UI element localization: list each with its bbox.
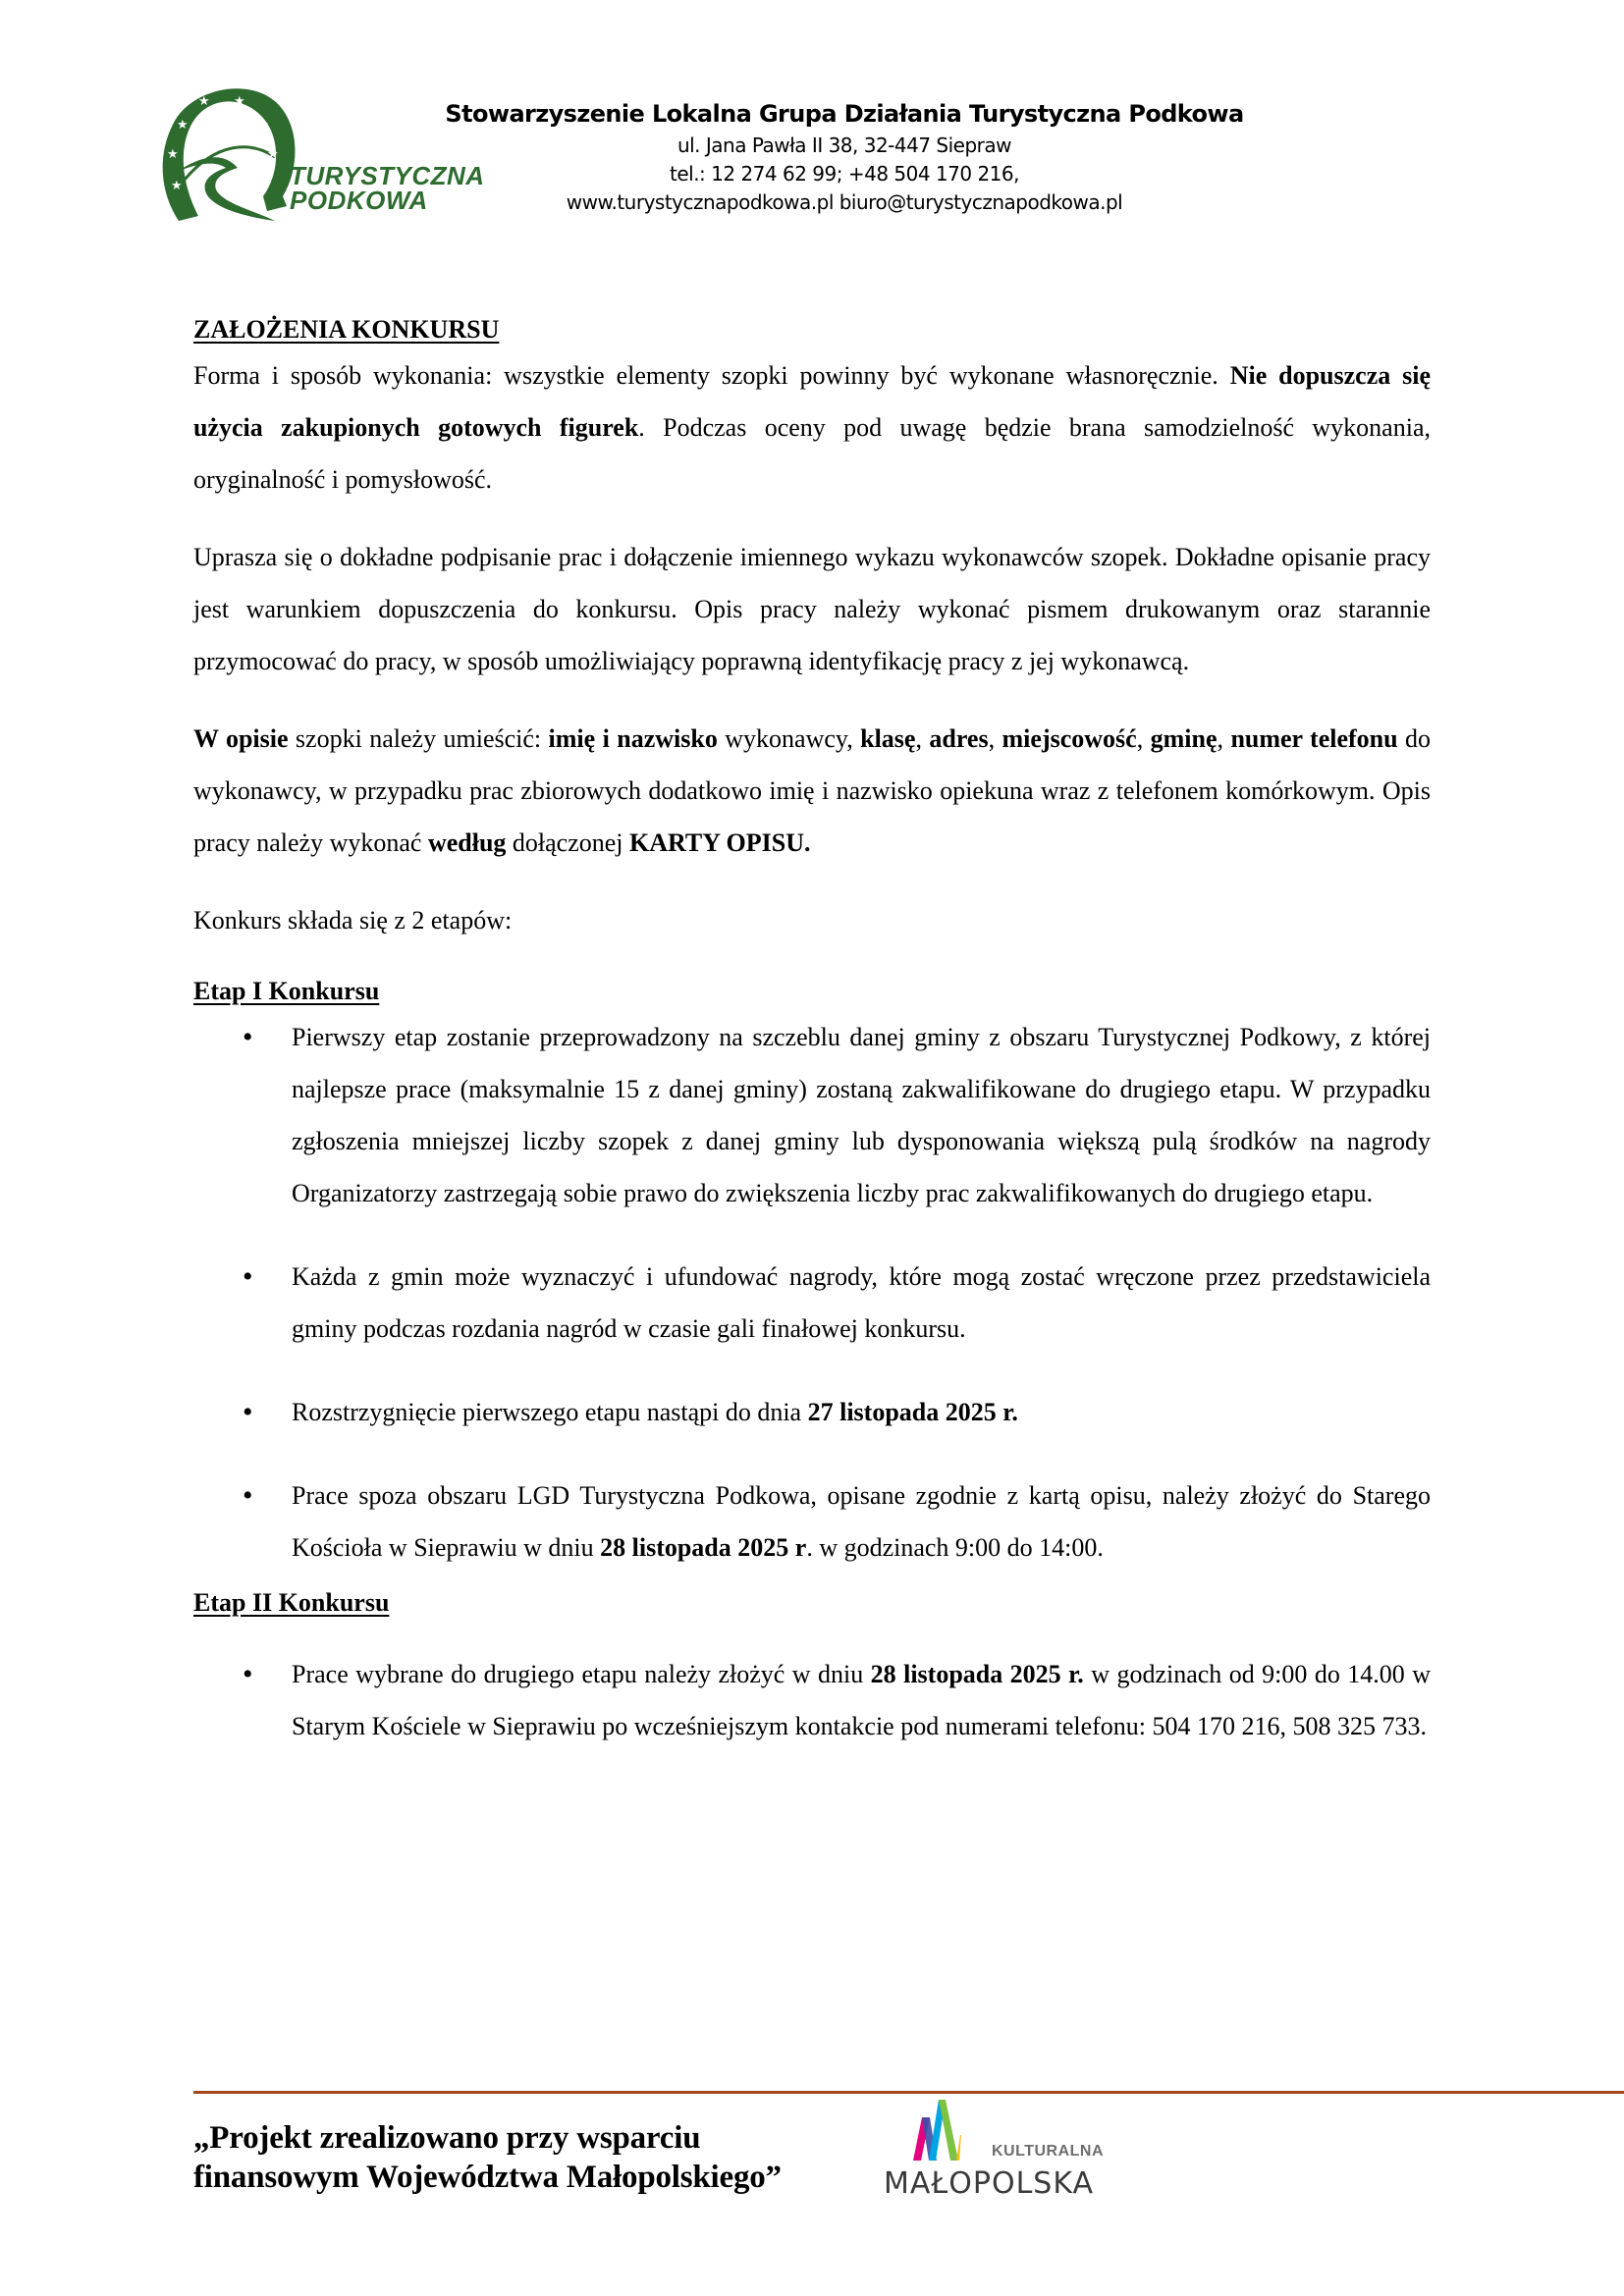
- logo-wordmark-line1: TURYSTYCZNA: [290, 161, 485, 190]
- bold-text: miejscowość: [1001, 724, 1137, 753]
- bold-text: Nie dopuszcza się użycia zakupionych gotowych figurek: [193, 361, 1431, 442]
- text: ,: [915, 724, 930, 753]
- paragraph-signing: Uprasza się o dokładne podpisanie prac i dołączenie imiennego wykazu wykonawców szopek. Dokładne opisanie pracy jest warunkiem dopuszczenia do konkursu. Opis pracy należy wykonać pismem drukowanym oraz starannie przymocować do pracy, w sposób umożliwiający poprawną identyfikację pracy z jej wykonawcą.: [193, 543, 1431, 675]
- organization-name: Stowarzyszenie Lokalna Grupa Działania Turystyczna Podkowa: [445, 100, 1244, 128]
- text: do wykonawcy, w przypadku prac zbiorowych dodatkowo imię i nazwisko opiekuna wraz z telefonem komórkowym. Opis pracy należy wykonać: [193, 724, 1432, 857]
- svg-text:★: ★: [198, 94, 210, 109]
- footer-line-1: „Projekt zrealizowano przy wsparciu: [193, 2120, 701, 2156]
- text: . Podczas oceny pod uwagę będzie brana samodzielność wykonania, oryginalność i pomysłowość.: [193, 413, 1431, 494]
- svg-text:★: ★: [177, 118, 189, 133]
- bold-text: adres: [929, 724, 989, 753]
- stage1-list: [193, 1011, 1431, 1574]
- paragraph-form: [193, 349, 1431, 506]
- bold-text: według: [427, 828, 507, 857]
- bold-text: W opisie: [193, 724, 289, 753]
- text: wykonawcy,: [717, 724, 861, 753]
- organization-phone: tel.: 12 274 62 99; +48 504 170 216,: [669, 162, 1019, 186]
- list-item: [193, 1386, 1431, 1438]
- organization-address: ul. Jana Pawła II 38, 32-447 Siepraw: [677, 133, 1012, 157]
- bold-text: gminę: [1150, 724, 1218, 753]
- text: ,: [988, 724, 1002, 753]
- logo-wordmark-line2: PODKOWA: [290, 186, 428, 215]
- text: ,: [1136, 724, 1151, 753]
- organization-web-email: www.turystycznapodkowa.pl biuro@turystycznapodkowa.pl: [566, 190, 1123, 214]
- bold-text: 28 listopada 2025 r.: [870, 1660, 1084, 1688]
- malopolska-logo: [884, 2098, 1119, 2206]
- logo-turystyczna-podkowa: [157, 74, 485, 231]
- text: szopki należy umieścić:: [288, 724, 549, 753]
- text: Prace wybrane do drugiego etapu należy złożyć w dniu: [292, 1660, 871, 1688]
- list-item: [193, 1469, 1431, 1574]
- text: dołączonej: [506, 828, 630, 857]
- bold-text: numer telefonu: [1230, 724, 1398, 753]
- text: Rozstrzygnięcie pierwszego etapu nastąpi do dnia: [292, 1398, 808, 1426]
- text: Forma i sposób wykonania: wszystkie elementy szopki powinny być wykonane własnoręcznie.: [193, 361, 1230, 390]
- malopolska-big-text: MAŁOPOLSKA: [884, 2166, 1095, 2201]
- malopolska-small-text: KULTURALNA: [992, 2143, 1105, 2160]
- svg-text:★: ★: [257, 118, 269, 133]
- list-item: • Każda z gmin może wyznaczyć i ufundować nagrody, które mogą zostać wręczone przez przedstawiciela gminy podczas rozdania nagród w czasie gali finałowej konkursu.: [193, 1251, 1431, 1355]
- section-title: ZAŁOŻENIA KONKURSU: [193, 315, 500, 344]
- list-item: • Pierwszy etap zostanie przeprowadzony na szczeblu danej gminy z obszaru Turystycznej Podkowy, z której najlepsze prace (maksymalnie 15 z danej gminy) zostaną zakwalifikowane do drugiego etapu. W przypadku zgłoszenia mniejszej liczby szopek z danej gminy lub dysponowania większą pulą środków na nagrody Organizatorzy zastrzegają sobie prawo do zwiększenia liczby prac zakwalifikowanych do drugiego etapu.: [193, 1011, 1431, 1219]
- stage1-title: Etap I Konkursu: [193, 977, 380, 1005]
- text: w godzinach od 9:00 do 14.00 w Starym Kościele w Sieprawiu po wcześniejszym kontakcie pod numerami telefonu: 504 170 216, 508 325 733.: [292, 1660, 1431, 1740]
- stage2-list: [193, 1648, 1431, 1752]
- bold-text: KARTY OPISU.: [629, 828, 811, 857]
- bold-text: 27 listopada 2025 r.: [807, 1398, 1018, 1426]
- stage2-title: Etap II Konkursu: [193, 1588, 390, 1617]
- bold-text: klasę: [860, 724, 916, 753]
- footer-divider: [193, 2091, 1624, 2094]
- svg-text:★: ★: [171, 179, 183, 193]
- bold-text: imię i nazwisko: [548, 724, 718, 753]
- footer-funding-note: [193, 2118, 782, 2197]
- paragraph-stages-intro: Konkurs składa się z 2 etapów:: [193, 906, 513, 934]
- text: ,: [1217, 724, 1231, 753]
- footer-line-2: finansowym Województwa Małopolskiego”: [193, 2160, 782, 2195]
- document-body: [193, 310, 1431, 1752]
- list-item: [193, 1648, 1431, 1752]
- text: Prace spoza obszaru LGD Turystyczna Podkowa, opisane zgodnie z kartą opisu, należy złożyć do Starego Kościoła w Sieprawiu w dniu: [292, 1481, 1431, 1562]
- svg-text:★: ★: [167, 147, 179, 162]
- bold-text: 28 listopada 2025 r: [600, 1533, 807, 1562]
- svg-text:★: ★: [234, 94, 245, 109]
- svg-text:★: ★: [267, 147, 279, 162]
- paragraph-description: [193, 713, 1431, 869]
- horseshoe-logo-icon: [157, 74, 304, 231]
- text: . w godzinach 9:00 do 14:00.: [806, 1533, 1104, 1562]
- organization-info: [437, 96, 1252, 217]
